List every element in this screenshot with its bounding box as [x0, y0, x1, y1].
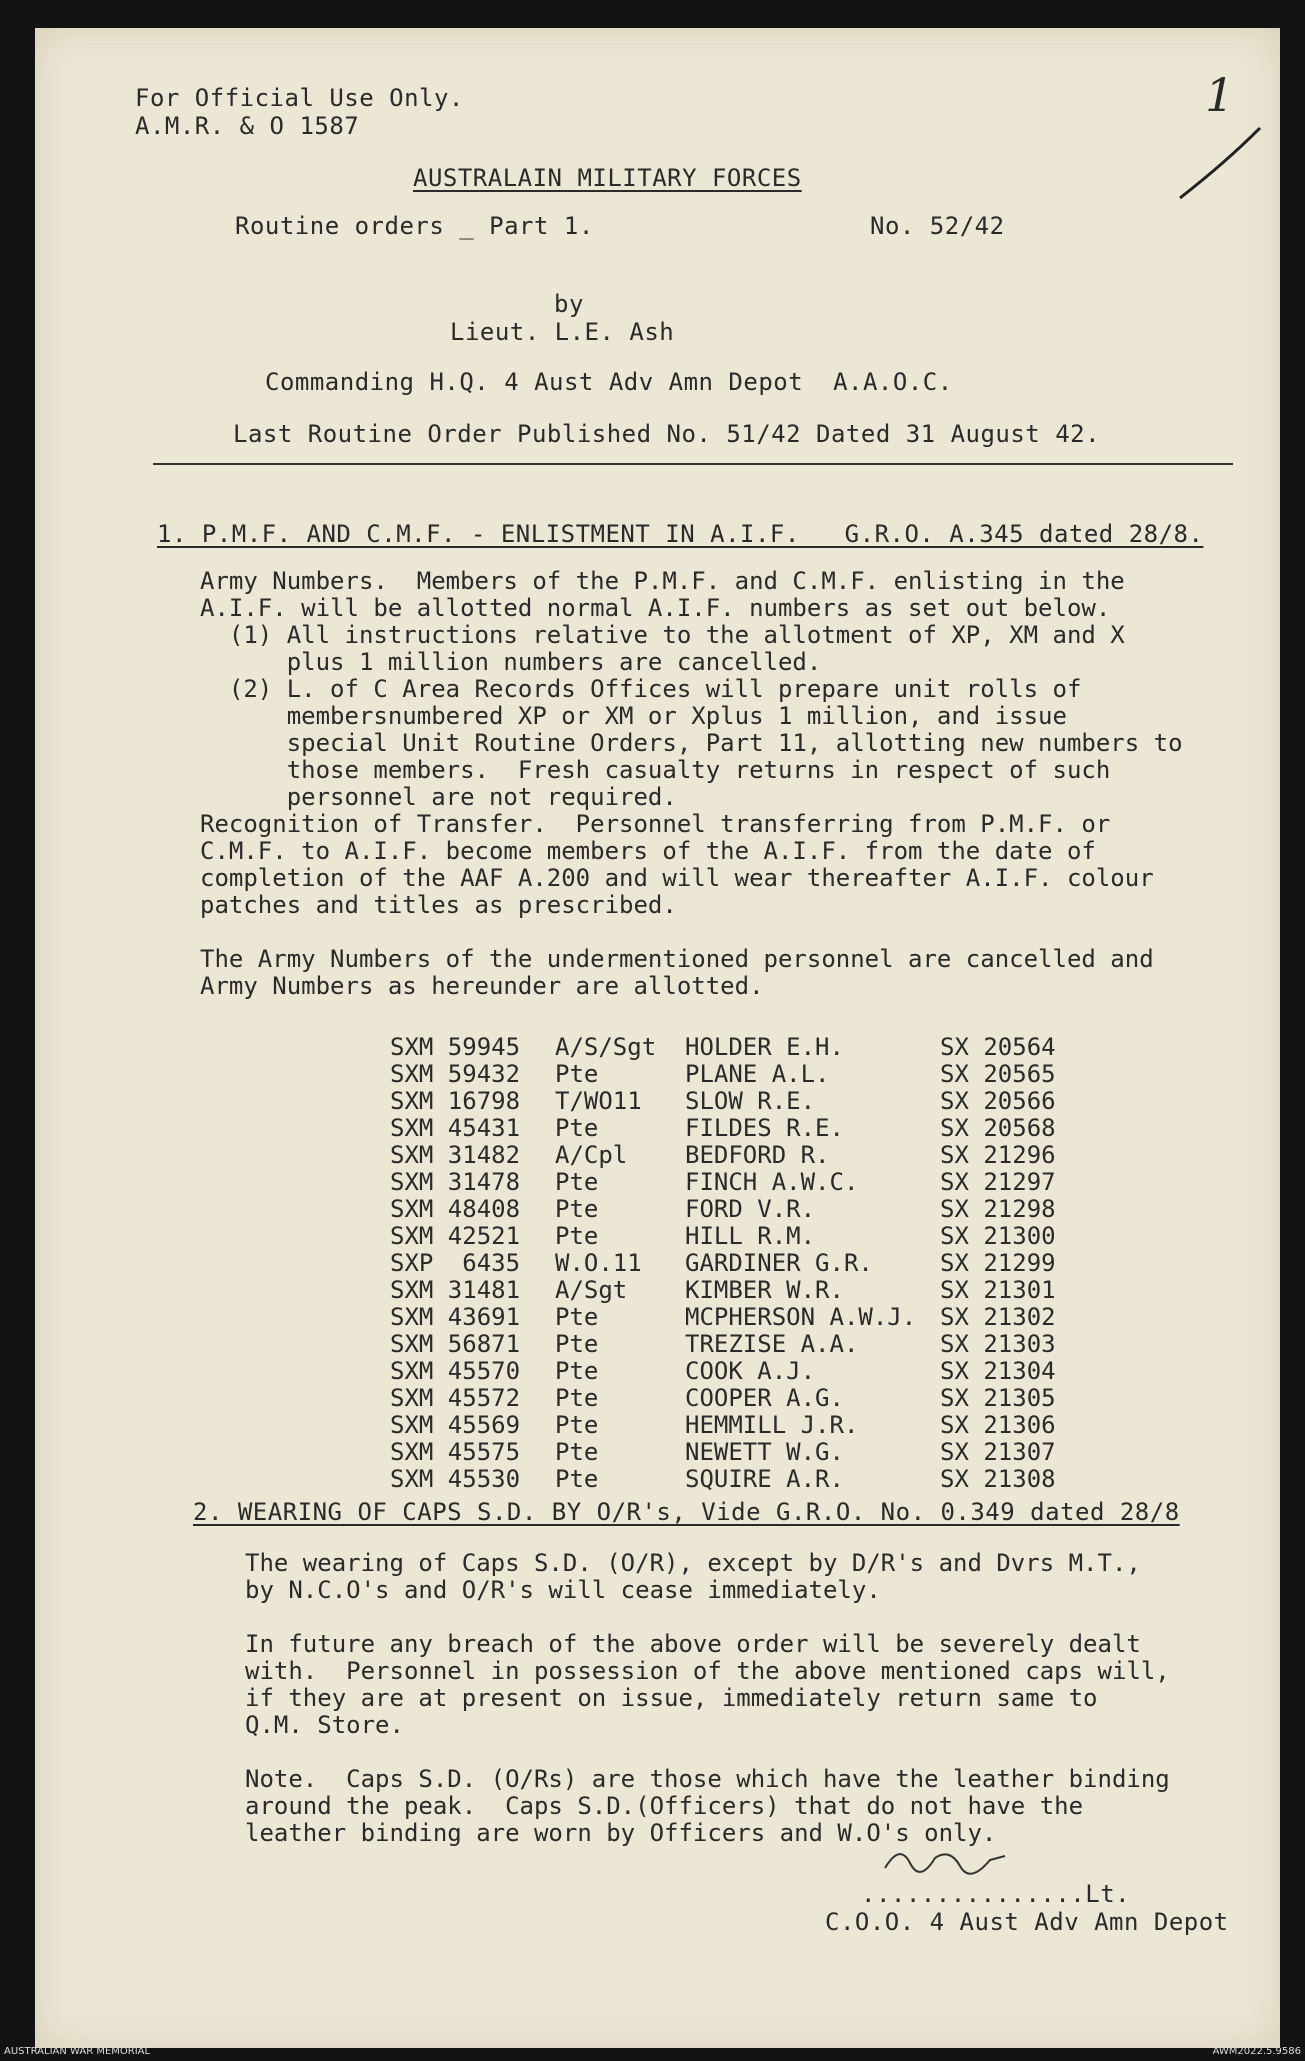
table-cell-rank: Pte	[555, 1438, 599, 1466]
section-2-body	[245, 1550, 1170, 1847]
section-2-line	[245, 1739, 1170, 1766]
table-cell-new: SX 21307	[940, 1438, 1056, 1466]
table-cell-rank: Pte	[555, 1411, 599, 1439]
section-1-line: completion of the AAF A.200 and will wear thereafter A.I.F. colour	[200, 864, 1154, 892]
section-1-line: membersnumbered XP or XM or Xplus 1 million, and issue	[200, 702, 1067, 730]
table-cell-new: SX 21297	[940, 1168, 1056, 1196]
last-order-line: Last Routine Order Published No. 51/42 Dated 31 August 42.	[233, 420, 1101, 448]
table-cell-rank: T/WO11	[555, 1087, 642, 1115]
reference-number: A.M.R. & O 1587	[135, 112, 360, 140]
table-row	[35, 1141, 1280, 1168]
table-cell-old: SXM 59432	[390, 1060, 521, 1088]
table-cell-rank: Pte	[555, 1222, 599, 1250]
table-cell-new: SX 20568	[940, 1114, 1056, 1142]
table-row	[35, 1114, 1280, 1141]
table-cell-old: SXM 16798	[390, 1087, 521, 1115]
table-row	[35, 1222, 1280, 1249]
table-row	[35, 1357, 1280, 1384]
section-1-line: Army Numbers. Members of the P.M.F. and C.M.F. enlisting in the	[200, 567, 1125, 595]
document-title: AUSTRALAIN MILITARY FORCES	[413, 164, 802, 192]
table-cell-old: SXM 43691	[390, 1303, 521, 1331]
section-2-heading: 2. WEARING OF CAPS S.D. BY O/R's, Vide G.R.O. No. 0.349 dated 28/8	[193, 1498, 1180, 1526]
table-row	[35, 1168, 1280, 1195]
signatory-role: C.O.O. 4 Aust Adv Amn Depot	[825, 1908, 1229, 1936]
table-cell-new: SX 21304	[940, 1357, 1056, 1385]
table-cell-name: SLOW R.E.	[685, 1087, 816, 1115]
table-cell-new: SX 21301	[940, 1276, 1056, 1304]
by-label: by	[554, 290, 584, 318]
table-cell-rank: Pte	[555, 1060, 599, 1088]
table-row	[35, 1087, 1280, 1114]
table-cell-name: FINCH A.W.C.	[685, 1168, 859, 1196]
table-row	[35, 1438, 1280, 1465]
order-number: No. 52/42	[870, 212, 1005, 240]
table-cell-rank: A/Sgt	[555, 1276, 628, 1304]
section-1-line: C.M.F. to A.I.F. become members of the A.I.F. from the date of	[200, 837, 1096, 865]
section-2-line: by N.C.O's and O/R's will cease immediately.	[245, 1576, 881, 1604]
table-cell-new: SX 21302	[940, 1303, 1056, 1331]
table-cell-rank: Pte	[555, 1357, 599, 1385]
table-cell-rank: W.O.11	[555, 1249, 642, 1277]
table-cell-old: SXM 48408	[390, 1195, 521, 1223]
table-cell-name: BEDFORD R.	[685, 1141, 830, 1169]
table-cell-old: SXM 56871	[390, 1330, 521, 1358]
table-cell-name: COOK A.J.	[685, 1357, 816, 1385]
table-cell-rank: Pte	[555, 1465, 599, 1493]
section-1-body	[200, 568, 1183, 1000]
table-cell-old: SXM 45570	[390, 1357, 521, 1385]
table-row	[35, 1384, 1280, 1411]
signature-line: ...............Lt.	[861, 1880, 1131, 1908]
document-page	[35, 28, 1280, 2048]
table-row	[35, 1033, 1280, 1060]
section-2-line: Q.M. Store.	[245, 1711, 404, 1739]
table-cell-rank: Pte	[555, 1303, 599, 1331]
section-1-line: A.I.F. will be allotted normal A.I.F. numbers as set out below.	[200, 594, 1111, 622]
table-cell-old: SXM 45431	[390, 1114, 521, 1142]
table-cell-name: PLANE A.L.	[685, 1060, 830, 1088]
table-cell-old: SXM 31482	[390, 1141, 521, 1169]
table-row	[35, 1276, 1280, 1303]
section-2-line: In future any breach of the above order will be severely dealt	[245, 1630, 1141, 1658]
section-2-line: if they are at present on issue, immediately return same to	[245, 1684, 1098, 1712]
table-row	[35, 1330, 1280, 1357]
command-line: Commanding H.Q. 4 Aust Adv Amn Depot A.A.O.C.	[265, 368, 953, 396]
archive-footer	[0, 2043, 1305, 2061]
table-cell-rank: Pte	[555, 1195, 599, 1223]
routine-orders-label: Routine orders _ Part 1.	[235, 212, 594, 240]
table-cell-new: SX 21298	[940, 1195, 1056, 1223]
footer-right: AWM2022.5.9586	[1212, 2046, 1301, 2057]
table-cell-new: SX 21296	[940, 1141, 1056, 1169]
table-cell-old: SXM 45530	[390, 1465, 521, 1493]
official-use-label: For Official Use Only.	[135, 84, 464, 112]
table-cell-name: MCPHERSON A.W.J.	[685, 1303, 917, 1331]
section-1-line: patches and titles as prescribed.	[200, 891, 677, 919]
table-cell-name: NEWETT W.G.	[685, 1438, 844, 1466]
table-cell-name: HEMMILL J.R.	[685, 1411, 859, 1439]
section-1-line: special Unit Routine Orders, Part 11, allotting new numbers to	[200, 729, 1183, 757]
table-cell-name: HILL R.M.	[685, 1222, 816, 1250]
table-cell-new: SX 21308	[940, 1465, 1056, 1493]
table-cell-new: SX 20564	[940, 1033, 1056, 1061]
table-cell-old: SXM 31481	[390, 1276, 521, 1304]
footer-left: AUSTRALIAN WAR MEMORIAL	[4, 2046, 151, 2057]
table-cell-name: GARDINER G.R.	[685, 1249, 873, 1277]
section-1-line: plus 1 million numbers are cancelled.	[200, 648, 822, 676]
table-row	[35, 1465, 1280, 1492]
section-1-line: Army Numbers as hereunder are allotted.	[200, 972, 764, 1000]
table-cell-old: SXP 6435	[390, 1249, 521, 1277]
section-1-heading: 1. P.M.F. AND C.M.F. - ENLISTMENT IN A.I.F. G.R.O. A.345 dated 28/8.	[157, 520, 1204, 548]
section-1-line: (1) All instructions relative to the allotment of XP, XM and X	[200, 621, 1125, 649]
table-cell-name: COOPER A.G.	[685, 1384, 844, 1412]
personnel-table	[35, 1033, 1280, 1503]
section-1-line: The Army Numbers of the undermentioned personnel are cancelled and	[200, 945, 1154, 973]
table-cell-rank: Pte	[555, 1168, 599, 1196]
table-row	[35, 1303, 1280, 1330]
table-cell-old: SXM 45569	[390, 1411, 521, 1439]
table-row	[35, 1249, 1280, 1276]
table-cell-new: SX 21299	[940, 1249, 1056, 1277]
table-cell-rank: Pte	[555, 1114, 599, 1142]
table-cell-name: HOLDER E.H.	[685, 1033, 844, 1061]
section-2-line: leather binding are worn by Officers and W.O's only.	[245, 1819, 997, 1847]
table-row	[35, 1195, 1280, 1222]
table-cell-rank: A/Cpl	[555, 1141, 628, 1169]
header-divider	[153, 463, 1233, 465]
section-1-line	[200, 919, 1183, 946]
table-cell-name: FORD V.R.	[685, 1195, 816, 1223]
table-cell-new: SX 21305	[940, 1384, 1056, 1412]
table-cell-name: KIMBER W.R.	[685, 1276, 844, 1304]
handwritten-stroke-icon	[1175, 123, 1265, 203]
table-cell-new: SX 20565	[940, 1060, 1056, 1088]
table-cell-old: SXM 45572	[390, 1384, 521, 1412]
table-cell-rank: Pte	[555, 1384, 599, 1412]
table-cell-old: SXM 42521	[390, 1222, 521, 1250]
section-2-line: The wearing of Caps S.D. (O/R), except by D/R's and Dvrs M.T.,	[245, 1549, 1141, 1577]
section-2-line: with. Personnel in possession of the above mentioned caps will,	[245, 1657, 1170, 1685]
section-1-line: those members. Fresh casualty returns in respect of such	[200, 756, 1111, 784]
section-1-line: (2) L. of C Area Records Offices will prepare unit rolls of	[200, 675, 1082, 703]
table-cell-old: SXM 45575	[390, 1438, 521, 1466]
table-cell-old: SXM 31478	[390, 1168, 521, 1196]
table-cell-rank: Pte	[555, 1330, 599, 1358]
section-1-line: Recognition of Transfer. Personnel transferring from P.M.F. or	[200, 810, 1111, 838]
table-row	[35, 1060, 1280, 1087]
table-cell-name: FILDES R.E.	[685, 1114, 844, 1142]
table-cell-new: SX 21303	[940, 1330, 1056, 1358]
table-cell-name: SQUIRE A.R.	[685, 1465, 844, 1493]
table-cell-old: SXM 59945	[390, 1033, 521, 1061]
section-1-line: personnel are not required.	[200, 783, 677, 811]
issuing-officer: Lieut. L.E. Ash	[450, 318, 675, 346]
page-number-mark: 1	[1205, 68, 1235, 122]
table-cell-new: SX 20566	[940, 1087, 1056, 1115]
table-cell-new: SX 21300	[940, 1222, 1056, 1250]
section-2-line: around the peak. Caps S.D.(Officers) that do not have the	[245, 1792, 1084, 1820]
table-cell-rank: A/S/Sgt	[555, 1033, 657, 1061]
table-row	[35, 1411, 1280, 1438]
table-cell-name: TREZISE A.A.	[685, 1330, 859, 1358]
table-cell-new: SX 21306	[940, 1411, 1056, 1439]
section-2-line	[245, 1604, 1170, 1631]
signature-scribble-icon	[880, 1838, 1010, 1878]
section-2-line: Note. Caps S.D. (O/Rs) are those which have the leather binding	[245, 1765, 1170, 1793]
